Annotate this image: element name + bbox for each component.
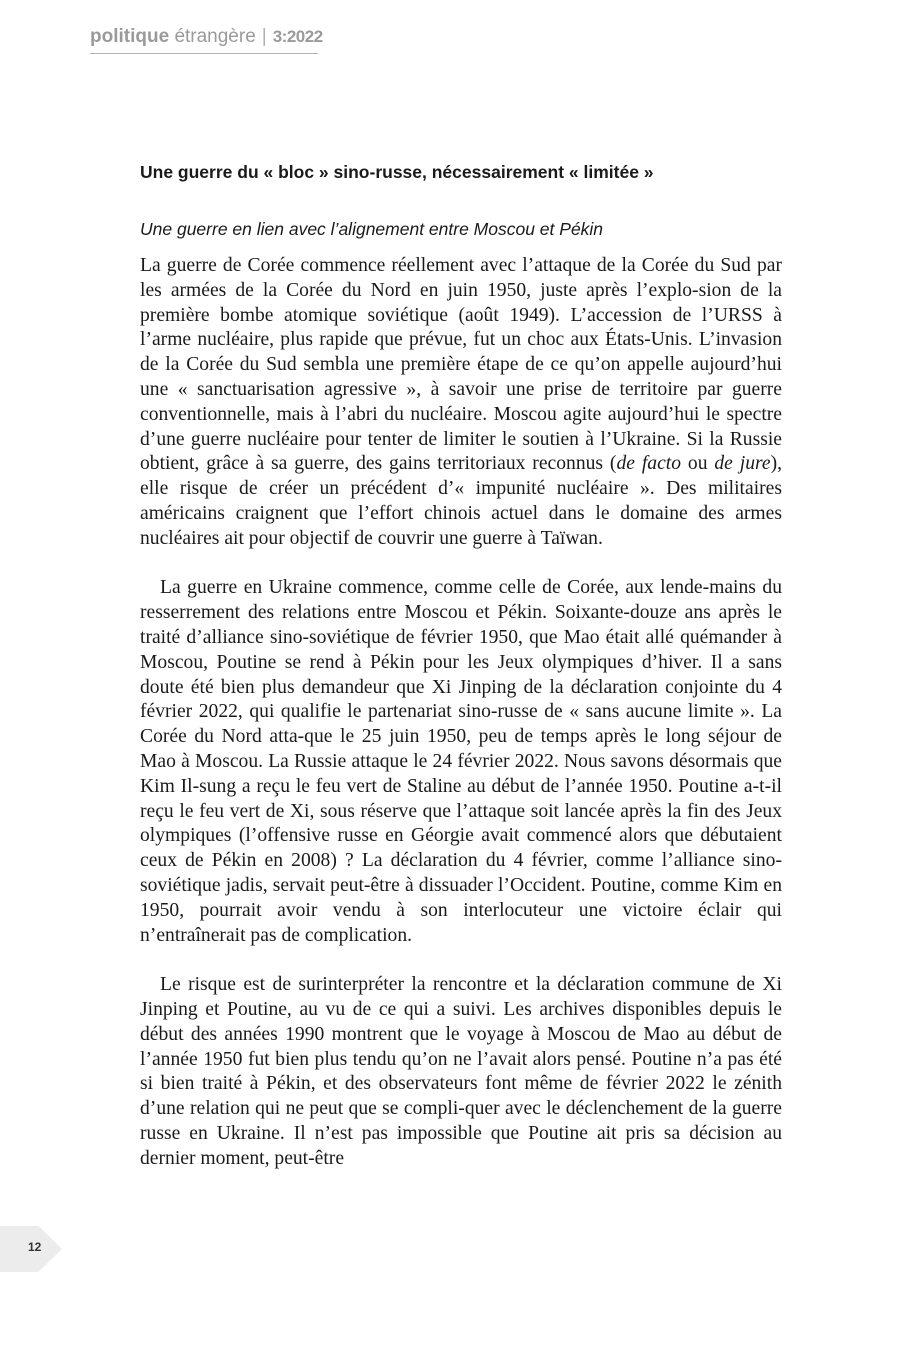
page-number: 12	[28, 1240, 42, 1254]
header-separator: |	[261, 26, 267, 47]
journal-name-light: étrangère	[174, 26, 256, 47]
paragraph-1-italic-de-facto: de facto	[616, 453, 682, 475]
paragraph-1-italic-de-jure: de jure	[714, 453, 771, 475]
article-body	[140, 254, 782, 1171]
paragraph-1-part-1: La guerre de Corée commence réellement avec l’attaque de la Corée du Sud par les armées de la Corée du Nord en juin 1950, juste après l’explo-sion de la première bombe atomique soviétique (août 1949). L’accession de l’URSS à l’arme nucléaire, plus rapide que prévue, fut un choc aux États-Unis. L’invasion de la Corée du Sud sembla une première étape de ce qu’on appelle aujourd’hui une « sanctuarisation agressive », à savoir une prise de territoire par guerre conventionnelle, mais à l’abri du nucléaire. Moscou agite aujourd’hui le spectre d’une guerre nucléaire pour tenter de limiter le soutien à l’Ukraine. Si la Russie obtient, grâce à sa guerre, des gains territoriaux reconnus (	[140, 255, 782, 475]
paragraph-1	[140, 254, 782, 552]
issue-number: 3:2022	[272, 27, 323, 46]
section-title: Une guerre du « bloc » sino-russe, nécessairement « limitée »	[140, 162, 654, 182]
paragraph-2: La guerre en Ukraine commence, comme celle de Corée, aux lende-mains du resserrement des relations entre Moscou et Pékin. Soixante-douze ans après le traité d’alliance sino-soviétique de février 1950, que Mao était allé quémander à Moscou, Poutine se rend à Pékin pour les Jeux olympiques d’hiver. Il a sans doute été bien plus demandeur que Xi Jinping de la déclaration conjointe du 4 février 2022, qui qualifie le partenariat sino-russe de « sans aucune limite ». La Corée du Nord atta-que le 25 juin 1950, peu de temps après le long séjour de Mao à Moscou. La Russie attaque le 24 février 2022. Nous savons désormais que Kim Il-sung a reçu le feu vert de Staline au début de l’année 1950. Poutine a-t-il reçu le feu vert de Xi, sous réserve que l’attaque soit lancée après la fin des Jeux olympiques (l’offensive russe en Géorgie avait commencé alors que débutaient ceux de Pékin en 2008) ? La déclaration du 4 février, comme l’alliance sino-soviétique jadis, servait peut-être à dissuader l’Occident. Poutine, comme Kim en 1950, pourrait avoir vendu à son interlocuteur une victoire éclair qui n’entraînerait pas de complication.	[140, 577, 782, 946]
paragraph-3: Le risque est de surinterpréter la rencontre et la déclaration commune de Xi Jinping et Poutine, au vu de ce qui a suivi. Les archives disponibles depuis le début des années 1990 montrent que le voyage à Moscou de Mao au début de l’année 1950 fut bien plus tendu qu’on ne l’avait alors pensé. Poutine n’a pas été si bien traité à Pékin, et des observateurs font même de février 2022 le zénith d’une relation qui ne peut que se compli-quer avec le déclenchement de la guerre russe en Ukraine. Il n’est pas impossible que Poutine ait pris sa décision au dernier moment, peut-être	[140, 974, 782, 1169]
paragraph-1-part-5: ), elle risque de créer un précédent d’« impunité nucléaire ». Des militaires américains craignent que l’effort chinois actuel dans le domaine des armes nucléaires ait pour objectif de couvrir une guerre à Taïwan.	[140, 453, 783, 549]
running-head	[90, 26, 323, 48]
paragraph-1-part-3: ou	[681, 453, 715, 475]
subsection-title: Une guerre en lien avec l’alignement entre Moscou et Pékin	[140, 219, 604, 239]
journal-name-bold: politique	[90, 26, 170, 47]
header-rule	[90, 53, 318, 54]
